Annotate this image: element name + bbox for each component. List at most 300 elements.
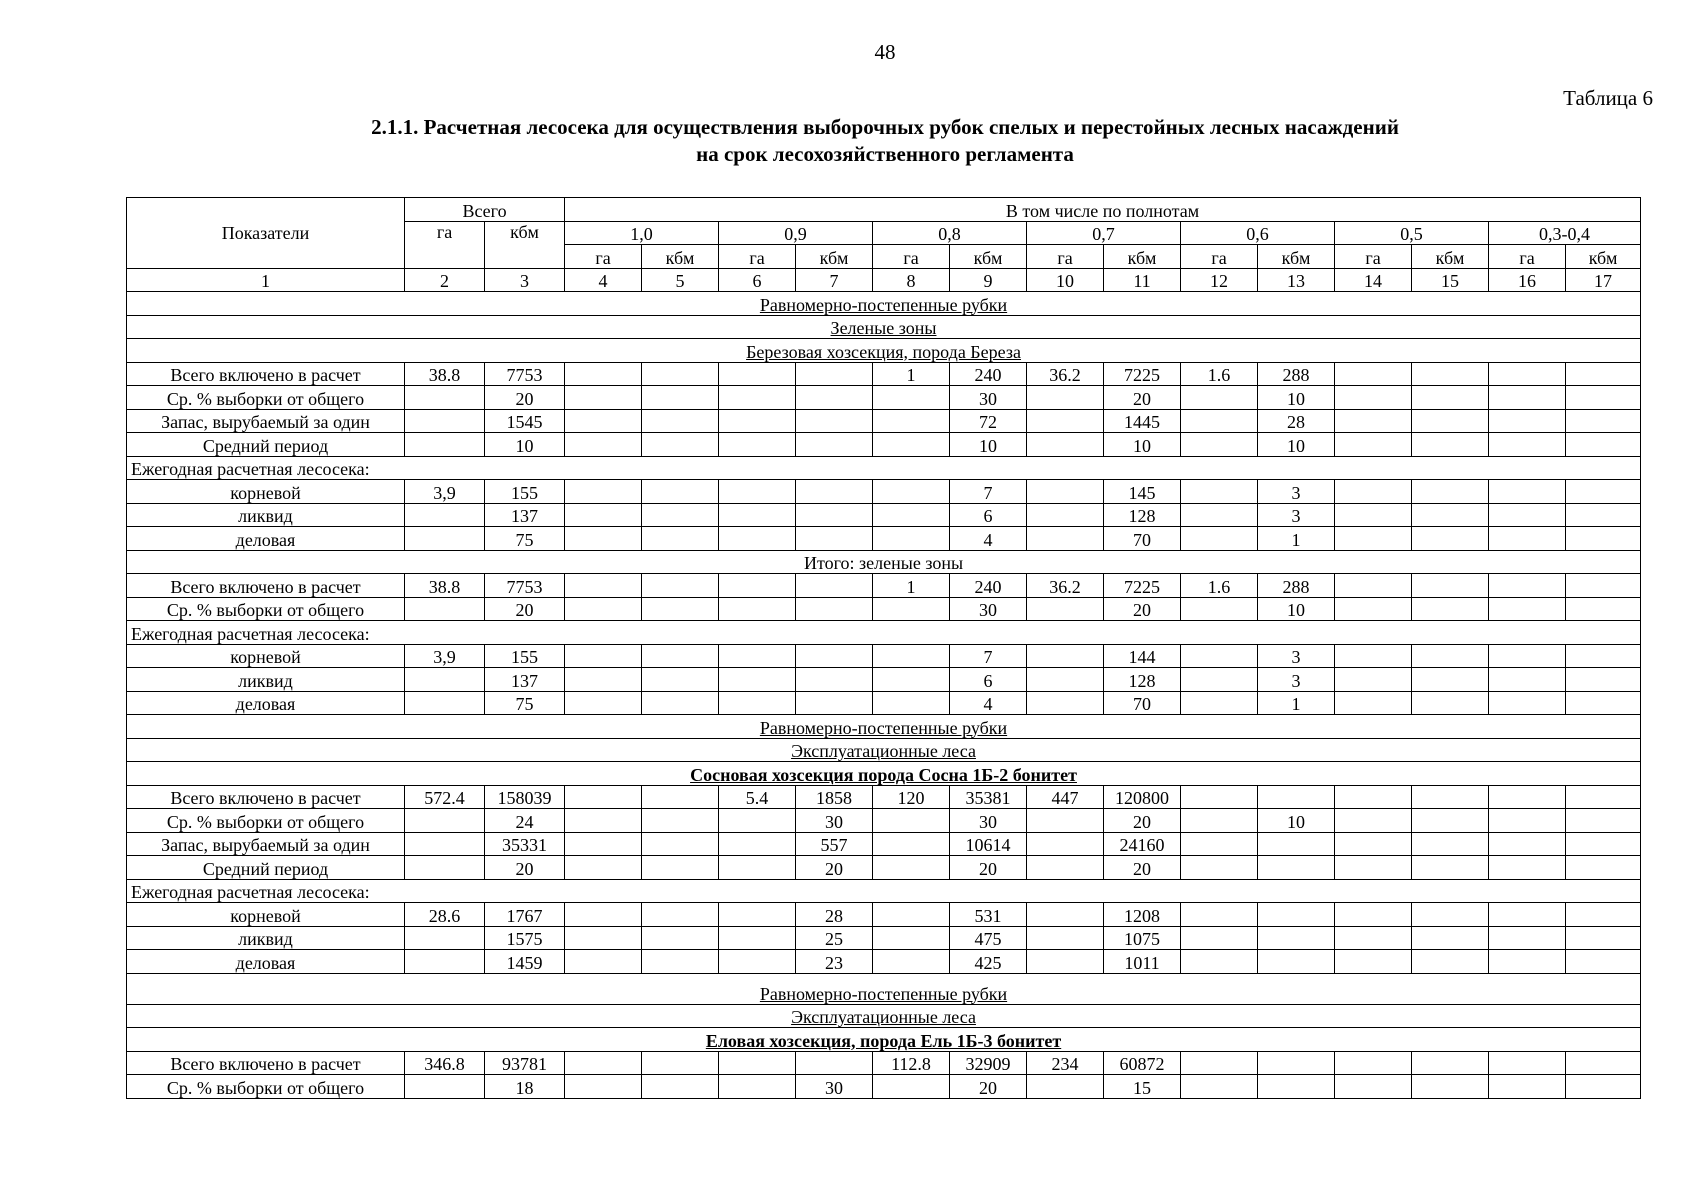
document-title xyxy=(0,114,1697,168)
table-cell: 20 xyxy=(485,856,565,880)
table-cell xyxy=(1335,926,1412,950)
table-cell: 75 xyxy=(485,691,565,715)
table-cell xyxy=(1566,480,1641,504)
table-cell: 4 xyxy=(950,691,1027,715)
table-cell xyxy=(873,644,950,668)
table-cell xyxy=(1489,1051,1566,1075)
subheading-label: Ежегодная расчетная лесосека: xyxy=(127,621,1641,645)
subheading-row xyxy=(127,879,1641,903)
table-cell: 1208 xyxy=(1104,903,1181,927)
table-cell: 3 xyxy=(1258,644,1335,668)
table-cell: 10614 xyxy=(950,832,1027,856)
row-label: Всего включено в расчет xyxy=(127,785,405,809)
table-cell xyxy=(1181,691,1258,715)
table-cell: 75 xyxy=(485,527,565,551)
table-cell xyxy=(719,597,796,621)
table-cell xyxy=(1489,480,1566,504)
table-cell xyxy=(719,832,796,856)
table-cell xyxy=(873,1075,950,1099)
table-cell: 1767 xyxy=(485,903,565,927)
table-cell xyxy=(1412,409,1489,433)
table-cell xyxy=(1335,691,1412,715)
table-cell xyxy=(1181,950,1258,974)
table-cell xyxy=(1027,1075,1104,1099)
table-cell xyxy=(1566,1051,1641,1075)
table-cell: 1.6 xyxy=(1181,362,1258,386)
table-cell xyxy=(1412,1051,1489,1075)
table-cell: 10 xyxy=(1258,386,1335,410)
table-cell xyxy=(642,832,719,856)
table-cell: 70 xyxy=(1104,527,1181,551)
table-cell xyxy=(1335,386,1412,410)
table-cell xyxy=(405,856,485,880)
column-number: 5 xyxy=(642,268,719,292)
table-cell xyxy=(642,691,719,715)
table-cell: 1858 xyxy=(796,785,873,809)
table-cell xyxy=(1566,503,1641,527)
table-cell xyxy=(1027,691,1104,715)
table-cell xyxy=(565,433,642,457)
table-row xyxy=(127,574,1641,598)
table-cell: 145 xyxy=(1104,480,1181,504)
table-cell xyxy=(565,668,642,692)
table-cell: 137 xyxy=(485,503,565,527)
table-cell xyxy=(642,433,719,457)
table-cell: 240 xyxy=(950,362,1027,386)
table-cell: 4 xyxy=(950,527,1027,551)
table-cell xyxy=(405,668,485,692)
table-cell xyxy=(719,503,796,527)
table-row xyxy=(127,644,1641,668)
table-cell xyxy=(1412,926,1489,950)
table-cell xyxy=(1335,409,1412,433)
table-cell: 20 xyxy=(1104,386,1181,410)
table-body xyxy=(127,292,1641,1099)
table-cell xyxy=(1027,433,1104,457)
table-cell xyxy=(719,691,796,715)
row-label: Ср. % выборки от общего xyxy=(127,597,405,621)
table-cell xyxy=(1412,362,1489,386)
table-cell xyxy=(1412,950,1489,974)
table-cell: 3 xyxy=(1258,480,1335,504)
table-cell xyxy=(1489,644,1566,668)
header-density: 0,6 xyxy=(1181,221,1335,245)
table-cell: 7225 xyxy=(1104,362,1181,386)
header-density: 0,3-0,4 xyxy=(1489,221,1641,245)
table-cell xyxy=(1412,856,1489,880)
table-cell xyxy=(1489,809,1566,833)
section-row xyxy=(127,1028,1641,1052)
table-cell: 120800 xyxy=(1104,785,1181,809)
table-cell: 7753 xyxy=(485,574,565,598)
table-cell: 475 xyxy=(950,926,1027,950)
table-cell xyxy=(1489,926,1566,950)
table-row xyxy=(127,785,1641,809)
table-cell xyxy=(873,691,950,715)
table-cell xyxy=(565,926,642,950)
header-total-ha: га xyxy=(405,221,485,268)
table-cell: 155 xyxy=(485,644,565,668)
table-cell xyxy=(405,1075,485,1099)
table-cell xyxy=(405,832,485,856)
table-cell xyxy=(1412,480,1489,504)
table-cell: 38.8 xyxy=(405,362,485,386)
table-cell xyxy=(1412,809,1489,833)
table-cell: 36.2 xyxy=(1027,574,1104,598)
table-cell xyxy=(1335,480,1412,504)
table-cell: 346.8 xyxy=(405,1051,485,1075)
row-label: Всего включено в расчет xyxy=(127,1051,405,1075)
table-cell xyxy=(1412,1075,1489,1099)
table-cell xyxy=(405,386,485,410)
table-cell xyxy=(1258,950,1335,974)
table-cell: 240 xyxy=(950,574,1027,598)
table-cell: 28 xyxy=(1258,409,1335,433)
table-cell xyxy=(1566,832,1641,856)
header-unit-kbm: кбм xyxy=(642,245,719,269)
table-cell: 38.8 xyxy=(405,574,485,598)
page-number: 48 xyxy=(874,40,896,64)
table-cell: 1575 xyxy=(485,926,565,950)
table-cell: 1 xyxy=(1258,527,1335,551)
table-cell xyxy=(796,480,873,504)
table-cell xyxy=(1566,668,1641,692)
header-unit-kbm: кбм xyxy=(1258,245,1335,269)
table-cell xyxy=(1489,362,1566,386)
table-cell: 6 xyxy=(950,503,1027,527)
table-cell xyxy=(1489,832,1566,856)
table-cell xyxy=(565,503,642,527)
table-cell xyxy=(1566,644,1641,668)
header-unit-ha: га xyxy=(1027,245,1104,269)
forest-felling-table xyxy=(126,197,1641,1099)
table-cell xyxy=(642,362,719,386)
table-cell: 30 xyxy=(950,386,1027,410)
table-cell: 120 xyxy=(873,785,950,809)
table-cell: 10 xyxy=(1104,433,1181,457)
column-number: 11 xyxy=(1104,268,1181,292)
table-cell xyxy=(642,950,719,974)
section-row xyxy=(127,315,1641,339)
table-cell: 1 xyxy=(873,574,950,598)
row-label: корневой xyxy=(127,480,405,504)
table-cell xyxy=(1566,785,1641,809)
section-title: Березовая хозсекция, порода Береза xyxy=(127,339,1641,363)
table-cell xyxy=(719,1051,796,1075)
table-cell xyxy=(1489,433,1566,457)
header-density: 0,9 xyxy=(719,221,873,245)
table-cell xyxy=(719,362,796,386)
table-cell xyxy=(873,503,950,527)
column-number: 1 xyxy=(127,268,405,292)
table-cell xyxy=(405,597,485,621)
table-cell xyxy=(1027,668,1104,692)
table-cell: 7 xyxy=(950,644,1027,668)
table-cell: 158039 xyxy=(485,785,565,809)
title-line-2: на срок лесохозяйственного регламента xyxy=(696,142,1074,166)
table-cell xyxy=(405,433,485,457)
table-cell xyxy=(873,527,950,551)
table-row xyxy=(127,597,1641,621)
header-unit-ha: га xyxy=(719,245,796,269)
table-cell xyxy=(719,644,796,668)
header-unit-kbm: кбм xyxy=(1566,245,1641,269)
table-row xyxy=(127,386,1641,410)
table-cell xyxy=(1489,503,1566,527)
header-density: 1,0 xyxy=(565,221,719,245)
table-cell xyxy=(1335,903,1412,927)
table-cell xyxy=(565,480,642,504)
table-cell xyxy=(565,856,642,880)
table-cell xyxy=(1335,644,1412,668)
table-cell: 32909 xyxy=(950,1051,1027,1075)
table-cell xyxy=(1566,362,1641,386)
table-cell: 20 xyxy=(796,856,873,880)
section-title: Сосновая хозсекция порода Сосна 1Б-2 бонитет xyxy=(127,762,1641,786)
column-number: 6 xyxy=(719,268,796,292)
table-cell xyxy=(1181,832,1258,856)
table-cell xyxy=(1566,386,1641,410)
row-label: Запас, вырубаемый за один xyxy=(127,409,405,433)
table-cell xyxy=(719,926,796,950)
table-cell xyxy=(873,433,950,457)
header-unit-ha: га xyxy=(1335,245,1412,269)
row-label: Запас, вырубаемый за один xyxy=(127,832,405,856)
table-cell xyxy=(1566,597,1641,621)
column-number: 9 xyxy=(950,268,1027,292)
table-cell xyxy=(719,856,796,880)
table-cell: 10 xyxy=(1258,597,1335,621)
table-cell: 93781 xyxy=(485,1051,565,1075)
table-cell: 72 xyxy=(950,409,1027,433)
table-cell xyxy=(1566,691,1641,715)
table-cell xyxy=(719,950,796,974)
table-cell: 1 xyxy=(873,362,950,386)
table-cell: 155 xyxy=(485,480,565,504)
table-cell xyxy=(1412,785,1489,809)
table-cell xyxy=(642,644,719,668)
table-cell: 10 xyxy=(1258,809,1335,833)
table-cell xyxy=(1181,644,1258,668)
table-cell xyxy=(1335,785,1412,809)
section-title: Зеленые зоны xyxy=(127,315,1641,339)
table-cell xyxy=(1335,668,1412,692)
table-cell: 20 xyxy=(485,597,565,621)
table-cell xyxy=(1335,832,1412,856)
table-cell xyxy=(565,691,642,715)
column-number: 15 xyxy=(1412,268,1489,292)
table-cell: 15 xyxy=(1104,1075,1181,1099)
table-cell: 20 xyxy=(1104,597,1181,621)
table-cell xyxy=(565,597,642,621)
column-number: 14 xyxy=(1335,268,1412,292)
table-cell: 36.2 xyxy=(1027,362,1104,386)
table-cell: 20 xyxy=(950,856,1027,880)
table-cell xyxy=(796,574,873,598)
subheading-label: Ежегодная расчетная лесосека: xyxy=(127,456,1641,480)
table-cell: 7753 xyxy=(485,362,565,386)
table-cell xyxy=(1335,856,1412,880)
table-cell xyxy=(1181,1075,1258,1099)
table-cell xyxy=(1489,668,1566,692)
table-cell: 10 xyxy=(1258,433,1335,457)
table-cell: 20 xyxy=(1104,809,1181,833)
table-cell xyxy=(1027,480,1104,504)
row-label: Средний период xyxy=(127,856,405,880)
section-title: Итого: зеленые зоны xyxy=(127,550,1641,574)
table-cell xyxy=(1027,527,1104,551)
section-row xyxy=(127,292,1641,316)
table-cell xyxy=(1181,480,1258,504)
table-cell xyxy=(1027,950,1104,974)
table-cell xyxy=(796,409,873,433)
table-cell xyxy=(873,409,950,433)
table-cell xyxy=(565,785,642,809)
table-cell xyxy=(1335,950,1412,974)
table-cell xyxy=(1027,409,1104,433)
table-cell xyxy=(1335,597,1412,621)
table-cell: 35381 xyxy=(950,785,1027,809)
table-cell xyxy=(1258,856,1335,880)
table-cell: 60872 xyxy=(1104,1051,1181,1075)
table-cell xyxy=(873,832,950,856)
row-label: Всего включено в расчет xyxy=(127,362,405,386)
table-label: Таблица 6 xyxy=(1563,86,1653,110)
table-cell: 144 xyxy=(1104,644,1181,668)
table-cell: 137 xyxy=(485,668,565,692)
table-cell xyxy=(796,433,873,457)
table-cell xyxy=(405,926,485,950)
table-cell xyxy=(719,574,796,598)
table-cell: 6 xyxy=(950,668,1027,692)
table-cell xyxy=(1335,433,1412,457)
table-cell xyxy=(1566,926,1641,950)
table-cell: 18 xyxy=(485,1075,565,1099)
table-cell xyxy=(1335,362,1412,386)
section-row xyxy=(127,715,1641,739)
table-cell xyxy=(642,785,719,809)
row-label: Всего включено в расчет xyxy=(127,574,405,598)
table-row xyxy=(127,903,1641,927)
table-cell: 128 xyxy=(1104,503,1181,527)
header-unit-kbm: кбм xyxy=(950,245,1027,269)
table-cell xyxy=(565,1075,642,1099)
table-cell: 35331 xyxy=(485,832,565,856)
table-cell xyxy=(565,527,642,551)
table-row xyxy=(127,1051,1641,1075)
table-cell xyxy=(1181,926,1258,950)
table-cell xyxy=(719,527,796,551)
table-cell xyxy=(642,480,719,504)
table-cell xyxy=(796,668,873,692)
table-cell xyxy=(1412,503,1489,527)
column-number: 3 xyxy=(485,268,565,292)
table-cell xyxy=(796,503,873,527)
table-cell xyxy=(642,503,719,527)
row-label: ликвид xyxy=(127,503,405,527)
header-total: Всего xyxy=(405,198,565,222)
table-cell xyxy=(1027,644,1104,668)
table-cell xyxy=(719,809,796,833)
table-cell xyxy=(796,362,873,386)
table-cell xyxy=(405,809,485,833)
table-cell xyxy=(1489,903,1566,927)
table-cell xyxy=(873,809,950,833)
row-label: ликвид xyxy=(127,668,405,692)
table-cell xyxy=(405,691,485,715)
table-cell xyxy=(1027,503,1104,527)
table-cell xyxy=(1181,503,1258,527)
table-cell xyxy=(1335,1051,1412,1075)
section-row xyxy=(127,738,1641,762)
table-cell: 30 xyxy=(950,809,1027,833)
table-cell: 10 xyxy=(950,433,1027,457)
table-cell xyxy=(565,644,642,668)
section-title: Эксплуатационные леса xyxy=(127,738,1641,762)
column-number: 12 xyxy=(1181,268,1258,292)
table-cell: 557 xyxy=(796,832,873,856)
row-label: деловая xyxy=(127,527,405,551)
table-cell: 5.4 xyxy=(719,785,796,809)
header-unit-ha: га xyxy=(565,245,642,269)
row-label: корневой xyxy=(127,903,405,927)
table-cell: 288 xyxy=(1258,362,1335,386)
row-label: Ср. % выборки от общего xyxy=(127,1075,405,1099)
table-row xyxy=(127,362,1641,386)
subheading-row xyxy=(127,456,1641,480)
table-cell: 1011 xyxy=(1104,950,1181,974)
table-cell xyxy=(1027,903,1104,927)
table-cell xyxy=(719,668,796,692)
table-cell: 128 xyxy=(1104,668,1181,692)
table-cell xyxy=(1489,691,1566,715)
table-cell xyxy=(1181,386,1258,410)
table-cell xyxy=(719,386,796,410)
table-row xyxy=(127,503,1641,527)
table-cell: 30 xyxy=(796,809,873,833)
table-cell xyxy=(1489,409,1566,433)
row-label: деловая xyxy=(127,691,405,715)
table-cell xyxy=(719,1075,796,1099)
table-cell xyxy=(1335,574,1412,598)
table-cell xyxy=(1027,856,1104,880)
table-cell: 20 xyxy=(485,386,565,410)
table-cell xyxy=(1566,809,1641,833)
row-label: корневой xyxy=(127,644,405,668)
table-cell: 1459 xyxy=(485,950,565,974)
table-header xyxy=(127,198,1641,292)
table-row xyxy=(127,409,1641,433)
table-cell xyxy=(565,386,642,410)
table-cell xyxy=(642,597,719,621)
table-cell: 3 xyxy=(1258,668,1335,692)
table-cell xyxy=(1027,386,1104,410)
header-unit-kbm: кбм xyxy=(1412,245,1489,269)
table-cell xyxy=(1181,668,1258,692)
row-label: ликвид xyxy=(127,926,405,950)
table-cell xyxy=(642,574,719,598)
table-cell: 1075 xyxy=(1104,926,1181,950)
table-cell xyxy=(1566,903,1641,927)
table-cell: 28 xyxy=(796,903,873,927)
column-number: 8 xyxy=(873,268,950,292)
table-cell xyxy=(1412,574,1489,598)
table-cell xyxy=(1412,644,1489,668)
table-cell xyxy=(796,644,873,668)
table-cell xyxy=(873,597,950,621)
table-cell xyxy=(1566,856,1641,880)
table-cell xyxy=(873,480,950,504)
